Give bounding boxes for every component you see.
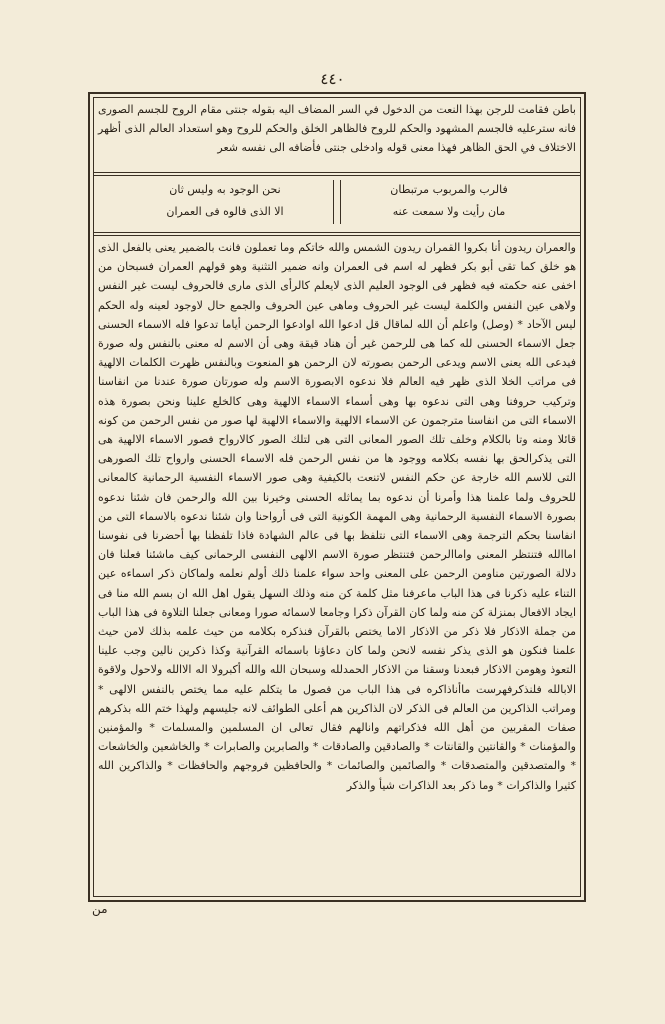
verse-2-left: الا الذى فالوه فى العمران <box>166 205 284 218</box>
main-text: والعمران ريدون أنا بكروا القمران ريدون الشمس والله خاتكم وما تعملون فانت بالضمير يعنى بالفعل الذى هو خلق كما تقى أبو بكر فظهر له اسم فى العمران وانه ضمير التثنية وهو قولهم العمران فسبحان من اخفى عنه حكمته فيه فظهر فى الوجود العليم الذى لايعلم كالرأى الذى مارى فالحروف ليست غير النفس ولاهى عين النفس والكلمة ليست غير الحروف وماهى عين الحروف والجمع حال لاوجود لعينه وله الحكم ليس الآحاد * (وصل) واعلم أن الله لماقال قل ادعوا الله اوادعوا الرحمن أياما تدعوا فله الاسماء الحسنى جعل الاسماء الحسنى لله كما هى للرحمن غير أن هناد قيقة وهى أن الاسم له معنى بالنفس وله صورة فيدعى الله يعنى الاسم ويدعى الرحمن بصورته لان الرحمن هو المنعوت وبالنفس ظهرت الكلمات الالهية فى مراتب الخلا الذى ظهر فيه العالم فلا ندعوه الابصورة الاسم وله صورتان صورة عندنا من انفاسنا وتركيب حروفنا وهى التى ندعوه بها وهى أسماء الاسماء الالهية وهى كالخلع علينا ونحن بصورة هذه الاسماء التى من انفاسنا مترجمون عن الاسماء الالهية والاسماء الالهية لها صور من نفس الرحمن من كونه قائلا ومنه وتا بالكلام وخلف تلك الصور المعانى التى هى لتلك الصور كالارواح فصور الاسماء الالهية هى التى يذكرالحق بها نفسه بكلامه ووجود ها من نفس الرحمن فله الاسماء الحسنى وارواح تلك الصورهى التى للاسم الله خارجة عن حكم النفس لاتنعت بالكيفية وهى صور الاسماء النفسية الرحمانية كالمعانى للحروف ولما علمنا هذا وأمرنا أن ندعوه بما يماثله الحسنى وخيرنا بين الله والرحمن فان شئنا ندعوه بصورة الاسماء النفسية الرحمانية وهى المهمة الكونية التى فى أرواحنا وان شئنا ندعوه بالاسماء التى من انفاسنا بحكم الترجمة وهى الاسماء التى نتلفظ بها فى عالم الشهادة فاذا تلفظنا بها أحضرنا فى نفوسنا اماالله فتنتظر المعنى واماالرحمن فتنتظر صورة الاسم الالهى النفسى الرحمانى كيف ماشئنا فعلنا فان دلالة الصورتين مناومن الرحمن على المعنى واحد سواء علمنا ذلك أولم نعلمه ولماكان ذكر اسماءه عين التناء عليه ذكرنا فى هذا الباب ماعرفنا مثل كلمة كن منه وذلك السهل يقول اهل الله ان بسم الله منا فى ايجاد الافعال بمنزلة كن منه ولما كان القرآن ذكرا وجامعا لاسمائه صورا ومعانى جعلنا التلاوة فى هذا الباب من جملة الاذكار فلا ذكر من الاذكار الاما يختص بالقرآن فنذكره بكلامه من حيث علمه بذلك لامن حيث علمنا فنكون هو الذى يذكر نفسه لانحن ولما كان دعاؤنا باسمائه القرآنية وكذا ذكرين نالين وجب علينا التعوذ وهومن الاذكار فبعدنا وسقنا من الاذكار الحمدلله وسبحان الله والله أكبرولا اله الاالله ولاحول ولاقوة الابالله فلنذكرفهرست ماأناذاكره فى هذا الباب من فصول ما يتكلم عليه مما يختص بالنفس الالهى * ومراتب الذاكرين من العالم فى الذكر لان الذاكرين هم أعلى الطوائف لانه جليسهم ولهذا ختم الله بذكرهم صفات المقربين من أهل الله فذكراتهم وانالهم فقال تعالى ان المسلمين والمسلمات * والمؤمنين والمؤمنات * والقانتين والقانتات * والصادقين والصادقات * والصابرين والصابرات * والخاشعين والخاشعات * والمتصدقين والمتصدقات * والصائمين والصائمات * والحافظين فروجهم والحافظات * والذاكرين الله كثيرا والذاكرات * وما ذكر بعد الذاكرات شيأ والذكر <box>98 241 576 792</box>
intro-paragraph <box>98 100 576 158</box>
verse-2-right: مان رأيت ولا سمعت عنه <box>392 205 506 218</box>
intro-text: باطن فقامت للرجن بهذا النعت من الدخول في السر المضاف اليه بقوله جنتى مقام الروح للجسم الصورى فانه سترعليه فالجسم المشهود والحكم للروح فالظاهر الخلق والحكم للروح وهو استعداد العالم الذى أظهر الاختلاف في الحق الظاهر فهذا معنى قوله وادخلى جنتى فأضافه الى نفسه شعر <box>98 103 576 155</box>
main-paragraph <box>98 238 576 795</box>
poem-divider <box>333 180 341 224</box>
catchword: من <box>92 902 108 916</box>
page-number: ٤٤٠ <box>320 70 345 88</box>
poem-block <box>100 176 574 228</box>
verse-1-right: فالرب والمربوب مرتبطان <box>390 183 508 196</box>
divider-bottom <box>94 232 580 236</box>
verse-1-left: نحن الوجود به وليس ثان <box>169 183 281 196</box>
